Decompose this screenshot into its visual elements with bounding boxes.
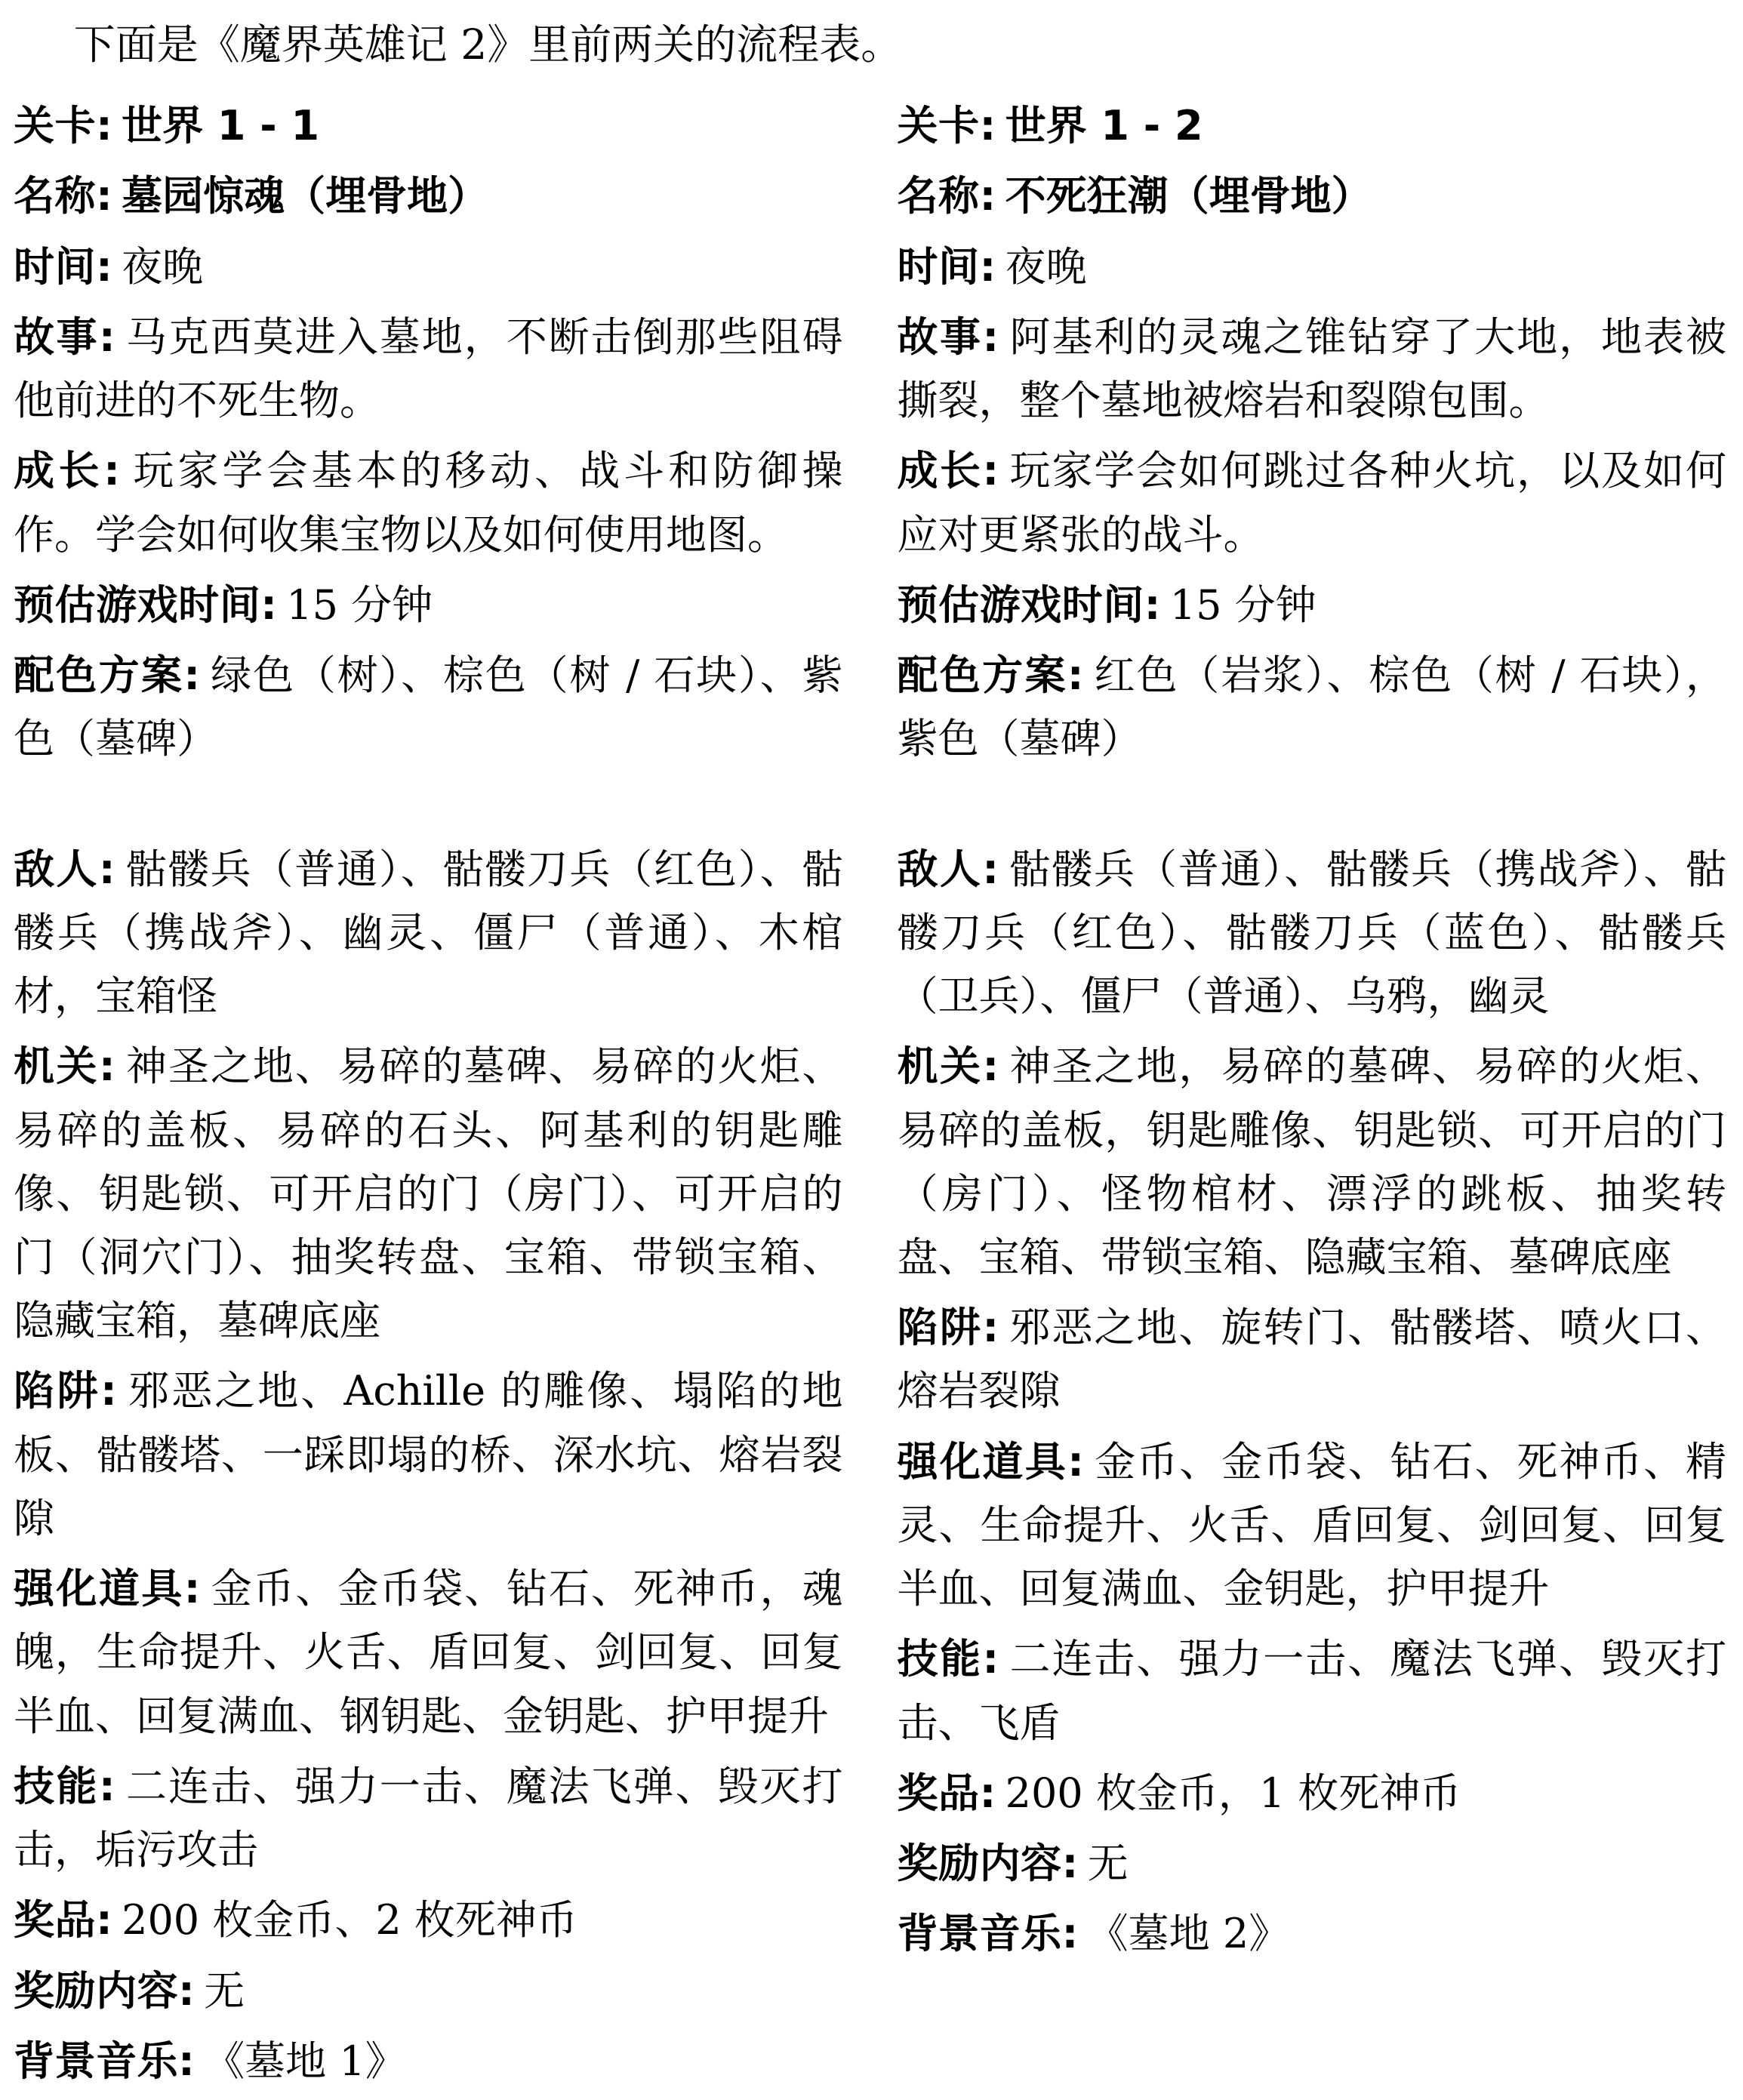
field-row [898,644,1727,771]
field-row [14,1889,843,1952]
field-row [14,1960,843,2023]
field-value: 骷髅兵（普通）、骷髅兵（携战斧）、骷髅刀兵（红色）、骷髅刀兵（蓝色）、骷髅兵（卫兵）、僵尸（普通）、乌鸦，幽灵 [897,845,1727,1021]
field-label: 配色方案: [897,651,1084,700]
field-row [898,1627,1727,1754]
field-value: 夜晚 [1005,242,1087,291]
field-label: 名称: [14,172,113,220]
field-label: 技能: [14,1762,116,1810]
field-label: 强化道具: [897,1437,1085,1486]
field-row [14,2030,843,2093]
level-column-world-1-2 [898,88,1727,1972]
field-row [14,306,843,433]
field-label: 背景音乐: [14,2037,196,2085]
field-label: 奖励内容: [14,1966,196,2015]
field-row [898,1832,1727,1895]
two-column-layout [14,88,1726,2100]
field-label: 陷阱: [14,1367,118,1415]
field-label: 关卡: [897,102,996,150]
field-label: 成长: [897,447,999,495]
field-value: 骷髅兵（普通）、骷髅刀兵（红色）、骷髅兵（携战斧）、幽灵、僵尸（普通）、木棺材，宝箱怪 [14,845,843,1021]
field-value: 墓园惊魂（埋骨地） [122,172,489,220]
field-row [14,574,843,637]
field-value: 《墓地 1》 [204,2037,406,2085]
field-row [14,94,843,158]
field-label: 名称: [897,172,996,220]
field-row [14,1359,843,1550]
field-label: 技能: [897,1635,999,1683]
field-value: 邪恶之地、Achille 的雕像、塌陷的地板、骷髅塔、一踩即塌的桥、深水坑、熔岩裂隙 [14,1367,843,1542]
field-row [14,1755,843,1882]
field-value: 200 枚金币，1 枚死神币 [1005,1769,1461,1817]
field-value: 马克西莫进入墓地，不断击倒那些阻碍他前进的不死生物。 [14,313,843,425]
field-label: 配色方案: [14,651,201,700]
field-value: 200 枚金币、2 枚死神币 [122,1896,577,1945]
field-label: 时间: [897,242,996,291]
field-label: 时间: [14,242,113,291]
field-row [898,439,1727,566]
level-column-world-1-1 [14,88,843,2100]
field-row [14,1557,843,1748]
field-value: 15 分钟 [286,580,433,629]
field-row [14,439,843,566]
field-label: 机关: [14,1042,116,1091]
field-row [14,1035,843,1353]
field-value: 神圣之地，易碎的墓碑、易碎的火炬、易碎的盖板，钥匙雕像、钥匙锁、可开启的门（房门）、怪物棺材、漂浮的跳板、抽奖转盘、宝箱、带锁宝箱、隐藏宝箱、墓碑底座 [897,1042,1726,1281]
field-row [14,165,843,228]
field-value: 玩家学会如何跳过各种火坑，以及如何应对更紧张的战斗。 [897,447,1726,559]
field-value: 二连击、强力一击、魔法飞弹、毁灭打击，垢污攻击 [14,1762,843,1874]
field-value: 世界 1 - 2 [1005,102,1203,150]
field-value: 不死狂潮（埋骨地） [1005,172,1372,220]
field-value: 无 [1087,1840,1129,1888]
field-label: 强化道具: [14,1565,201,1613]
field-row [14,838,843,1029]
field-row [898,1296,1727,1423]
field-row [898,165,1727,228]
field-value: 金币、金币袋、钻石、死神币、精灵、生命提升、火舌、盾回复、剑回复、回复半血、回复满血、金钥匙，护甲提升 [897,1437,1727,1613]
field-value: 《墓地 2》 [1087,1910,1290,1958]
field-row [898,1762,1727,1825]
field-label: 预估游戏时间: [897,580,1161,629]
field-value: 世界 1 - 1 [122,102,320,150]
field-label: 预估游戏时间: [14,580,278,629]
field-row [898,574,1727,637]
field-row [898,1902,1727,1966]
field-label: 奖品: [897,1769,996,1817]
field-row [898,1430,1727,1621]
field-label: 陷阱: [897,1304,999,1352]
field-row [898,838,1727,1029]
field-row [14,236,843,299]
field-value: 神圣之地、易碎的墓碑、易碎的火炬、易碎的盖板、易碎的石头、阿基利的钥匙雕像、钥匙锁、可开启的门（房门）、可开启的门（洞穴门）、抽奖转盘、宝箱、带锁宝箱、隐藏宝箱，墓碑底座 [14,1042,843,1345]
field-row [898,306,1727,433]
field-label: 奖励内容: [897,1840,1079,1888]
field-label: 故事: [897,313,999,361]
field-label: 背景音乐: [897,1910,1079,1958]
field-value: 邪恶之地、旋转门、骷髅塔、喷火口、熔岩裂隙 [897,1304,1726,1415]
field-label: 关卡: [14,102,113,150]
field-row [14,644,843,771]
field-label: 敌人: [14,845,115,893]
field-row [898,236,1727,299]
field-value: 夜晚 [122,242,204,291]
field-label: 故事: [14,313,116,361]
field-value: 无 [204,1966,245,2015]
field-row [898,1035,1727,1289]
field-label: 敌人: [897,845,999,893]
field-label: 成长: [14,447,121,495]
field-value: 二连击、强力一击、魔法飞弹、毁灭打击、飞盾 [897,1635,1726,1747]
page-title: 下面是《魔界英雄记 2》里前两关的流程表。 [73,20,903,69]
field-label: 奖品: [14,1896,113,1945]
field-value: 绿色（树）、棕色（树 / 石块）、紫色（墓碑） [14,651,843,763]
field-value: 15 分钟 [1169,580,1316,629]
field-label: 机关: [897,1042,999,1091]
field-value: 玩家学会基本的移动、战斗和防御操作。学会如何收集宝物以及如何使用地图。 [14,447,843,559]
field-row [898,94,1727,158]
field-value: 金币、金币袋、钻石、死神币，魂魄，生命提升、火舌、盾回复、剑回复、回复半血、回复满血、钢钥匙、金钥匙、护甲提升 [14,1565,843,1740]
field-value: 红色（岩浆）、棕色（树 / 石块），紫色（墓碑） [897,651,1726,763]
field-value: 阿基利的灵魂之锥钻穿了大地，地表被撕裂，整个墓地被熔岩和裂隙包围。 [897,313,1726,425]
